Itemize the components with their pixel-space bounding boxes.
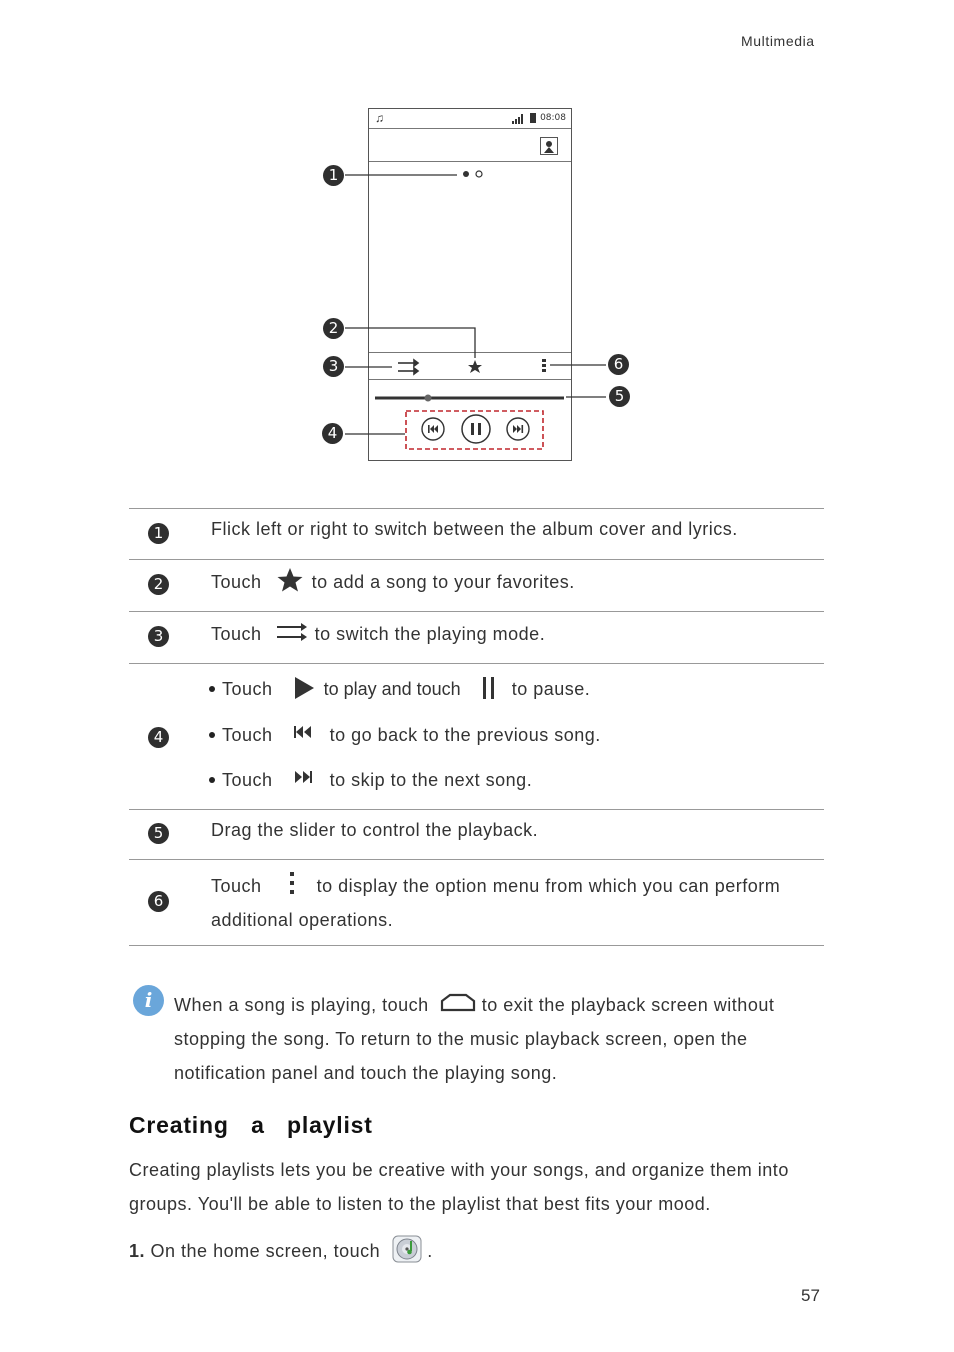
- callout-2: 2: [323, 318, 344, 339]
- step-number: 1.: [129, 1241, 146, 1261]
- row-text-pre: Touch: [211, 624, 262, 644]
- favorite-star-icon: [468, 360, 482, 373]
- diagram-overlay: [0, 0, 954, 480]
- row-text-post: to pause.: [511, 679, 591, 699]
- play-icon: [292, 676, 316, 700]
- callout-4: 4: [322, 423, 343, 444]
- table-row: [129, 859, 824, 946]
- note-line-2: stopping the song. To return to the music playback screen, open the: [174, 1029, 748, 1049]
- menu-icon: [287, 871, 297, 895]
- table-row: [129, 611, 824, 663]
- callout-3: 3: [323, 356, 344, 377]
- previous-button-icon: [422, 418, 444, 440]
- row-text-pre: Touch: [222, 770, 273, 790]
- row-text-mid: to play and touch: [323, 679, 461, 699]
- page-dot-active: [463, 171, 469, 177]
- info-icon: i: [133, 985, 164, 1016]
- row-number: 2: [148, 574, 169, 595]
- callout-description-table: [129, 508, 824, 946]
- note-line-3: notification panel and touch the playing song.: [174, 1063, 558, 1083]
- row-number: 5: [148, 823, 169, 844]
- row-text-pre: Touch: [222, 725, 273, 745]
- table-row: [129, 809, 824, 859]
- row-text-line2: additional operations.: [211, 910, 394, 930]
- row-text-post: to add a song to your favorites.: [311, 572, 575, 592]
- row-text: Flick left or right to switch between the album cover and lyrics.: [211, 519, 738, 539]
- page-header-section: Multimedia: [741, 33, 815, 49]
- bullet: [209, 777, 215, 783]
- row-text-pre: Touch: [222, 679, 273, 699]
- row-text-post: to display the option menu from which you can perform: [316, 876, 781, 896]
- page-number: 57: [801, 1286, 820, 1305]
- bullet: [209, 686, 215, 692]
- page-dot-inactive: [476, 171, 482, 177]
- row-text-post: to switch the playing mode.: [314, 624, 546, 644]
- row-text-pre: Touch: [211, 876, 262, 896]
- row-text-pre: Touch: [211, 572, 262, 592]
- status-time: 08:08: [540, 113, 566, 123]
- row-number: 6: [148, 891, 169, 912]
- next-icon: [292, 768, 314, 786]
- step-text: On the home screen, touch: [150, 1241, 381, 1261]
- progress-slider-thumb: [425, 395, 432, 402]
- paragraph-line-2: groups. You'll be able to listen to the playlist that best fits your mood.: [129, 1194, 711, 1214]
- callout-6: 6: [608, 354, 629, 375]
- row-number: 3: [148, 626, 169, 647]
- callout-5: 5: [609, 386, 630, 407]
- menu-icon: [542, 359, 546, 372]
- bullet: [209, 732, 215, 738]
- play-mode-icon: [398, 360, 418, 374]
- step-1: [129, 1241, 433, 1263]
- note-text-pre: When a song is playing, touch: [174, 995, 429, 1015]
- row-text-post: to skip to the next song.: [329, 770, 533, 790]
- next-button-icon: [507, 418, 529, 440]
- music-note-icon: ♫: [375, 111, 384, 125]
- section-heading: Creating a playlist: [129, 1112, 373, 1138]
- paragraph-line-1: Creating playlists lets you be creative with your songs, and organize them into: [129, 1160, 789, 1180]
- row-text-post: to go back to the previous song.: [329, 725, 601, 745]
- table-row: [129, 559, 824, 611]
- pause-icon: [480, 676, 498, 700]
- play-mode-icon: [275, 620, 309, 644]
- note-text-post: to exit the playback screen without: [481, 995, 775, 1015]
- callout-1: 1: [323, 165, 344, 186]
- step-end: .: [427, 1241, 433, 1261]
- table-row: [129, 663, 824, 809]
- music-app-icon[interactable]: [392, 1235, 422, 1263]
- row-number: 4: [148, 727, 169, 748]
- row-text: Drag the slider to control the playback.: [211, 820, 539, 840]
- home-icon: [440, 993, 476, 1013]
- pause-button-icon: [462, 415, 490, 443]
- previous-icon: [292, 723, 314, 741]
- row-number: 1: [148, 523, 169, 544]
- favorite-star-icon: [275, 567, 305, 593]
- table-row: [129, 508, 824, 559]
